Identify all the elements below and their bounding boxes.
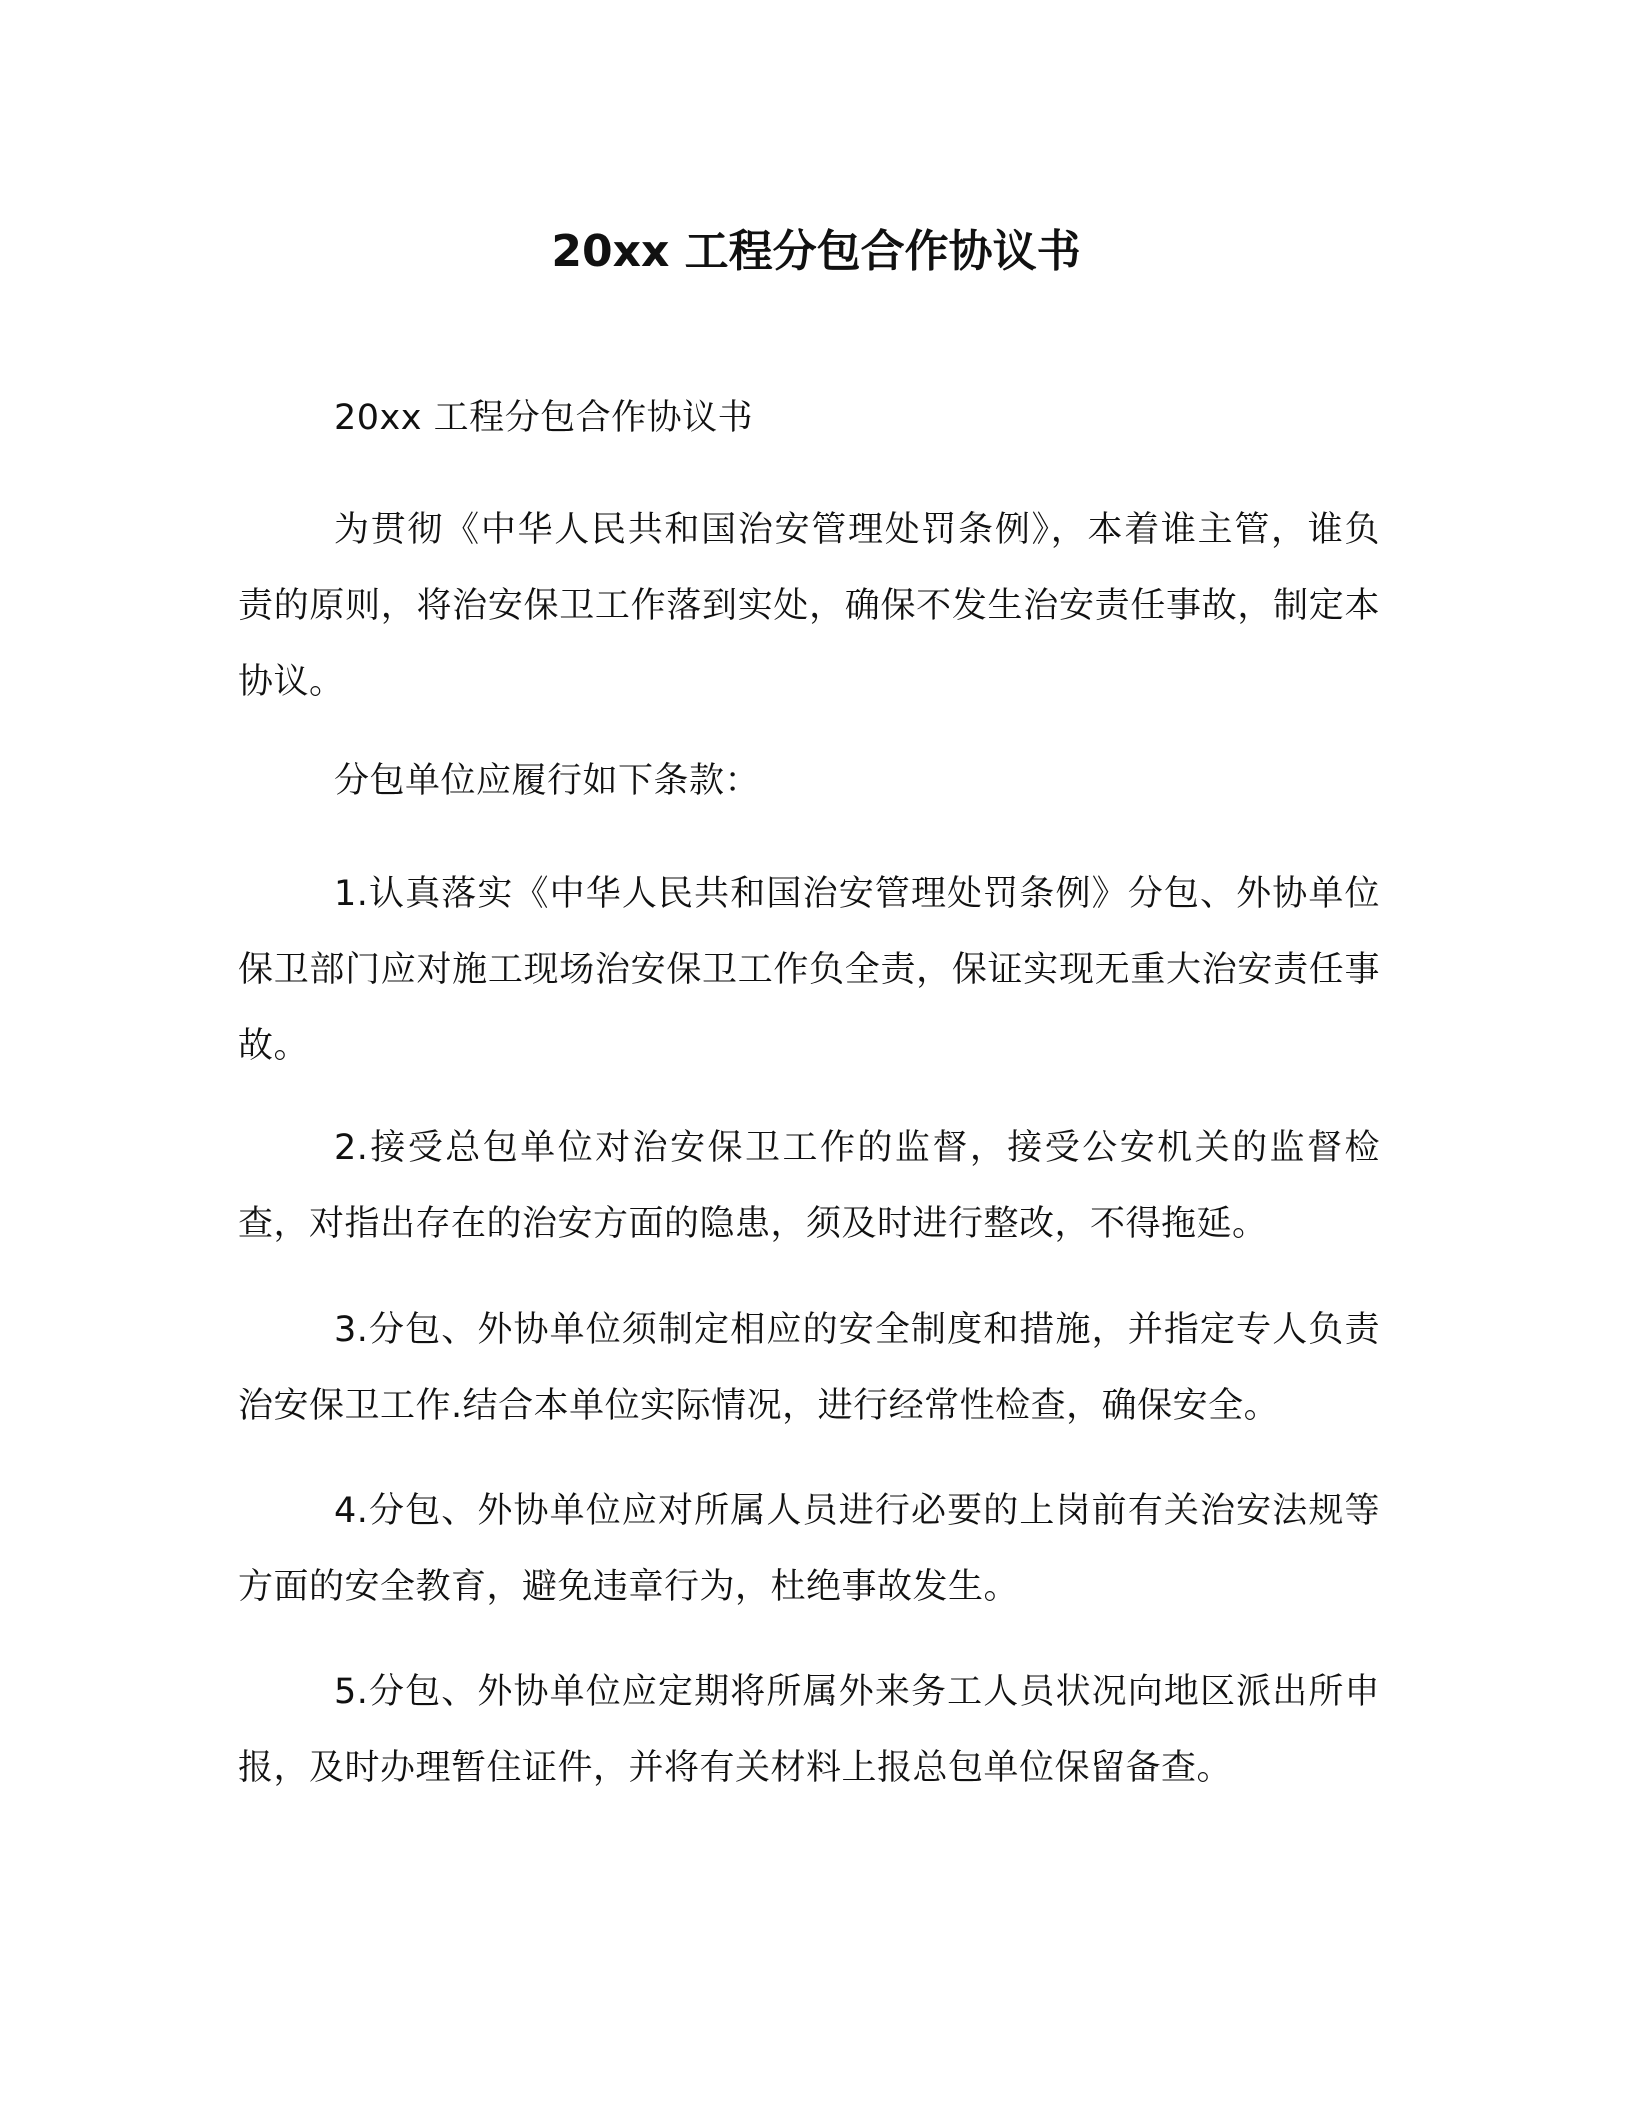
document-title: 20xx 工程分包合作协议书 (551, 226, 1081, 277)
subtitle-paragraph: 20xx 工程分包合作协议书 (334, 398, 754, 438)
clause-1-paragraph: 1.认真落实《中华人民共和国治安管理处罚条例》分包、外协单位保卫部门应对施工现场治安保卫工作负全责，保证实现无重大治安责任事故。 (238, 874, 1380, 1066)
clauses-intro-paragraph: 分包单位应履行如下条款： (334, 761, 761, 801)
clause-5-paragraph: 5.分包、外协单位应定期将所属外来务工人员状况向地区派出所申报，及时办理暂住证件，并将有关材料上报总包单位保留备查。 (238, 1672, 1380, 1788)
clause-4-paragraph: 4.分包、外协单位应对所属人员进行必要的上岗前有关治安法规等方面的安全教育，避免违章行为，杜绝事故发生。 (238, 1491, 1380, 1607)
clause-3-paragraph: 3.分包、外协单位须制定相应的安全制度和措施，并指定专人负责治安保卫工作.结合本单位实际情况，进行经常性检查，确保安全。 (238, 1310, 1380, 1426)
clause-2-paragraph: 2.接受总包单位对治安保卫工作的监督，接受公安机关的监督检查，对指出存在的治安方面的隐患，须及时进行整改，不得拖延。 (238, 1128, 1380, 1244)
preamble-paragraph: 为贯彻《中华人民共和国治安管理处罚条例》，本着谁主管，谁负责的原则，将治安保卫工作落到实处，确保不发生治安责任事故，制定本协议。 (238, 510, 1380, 702)
